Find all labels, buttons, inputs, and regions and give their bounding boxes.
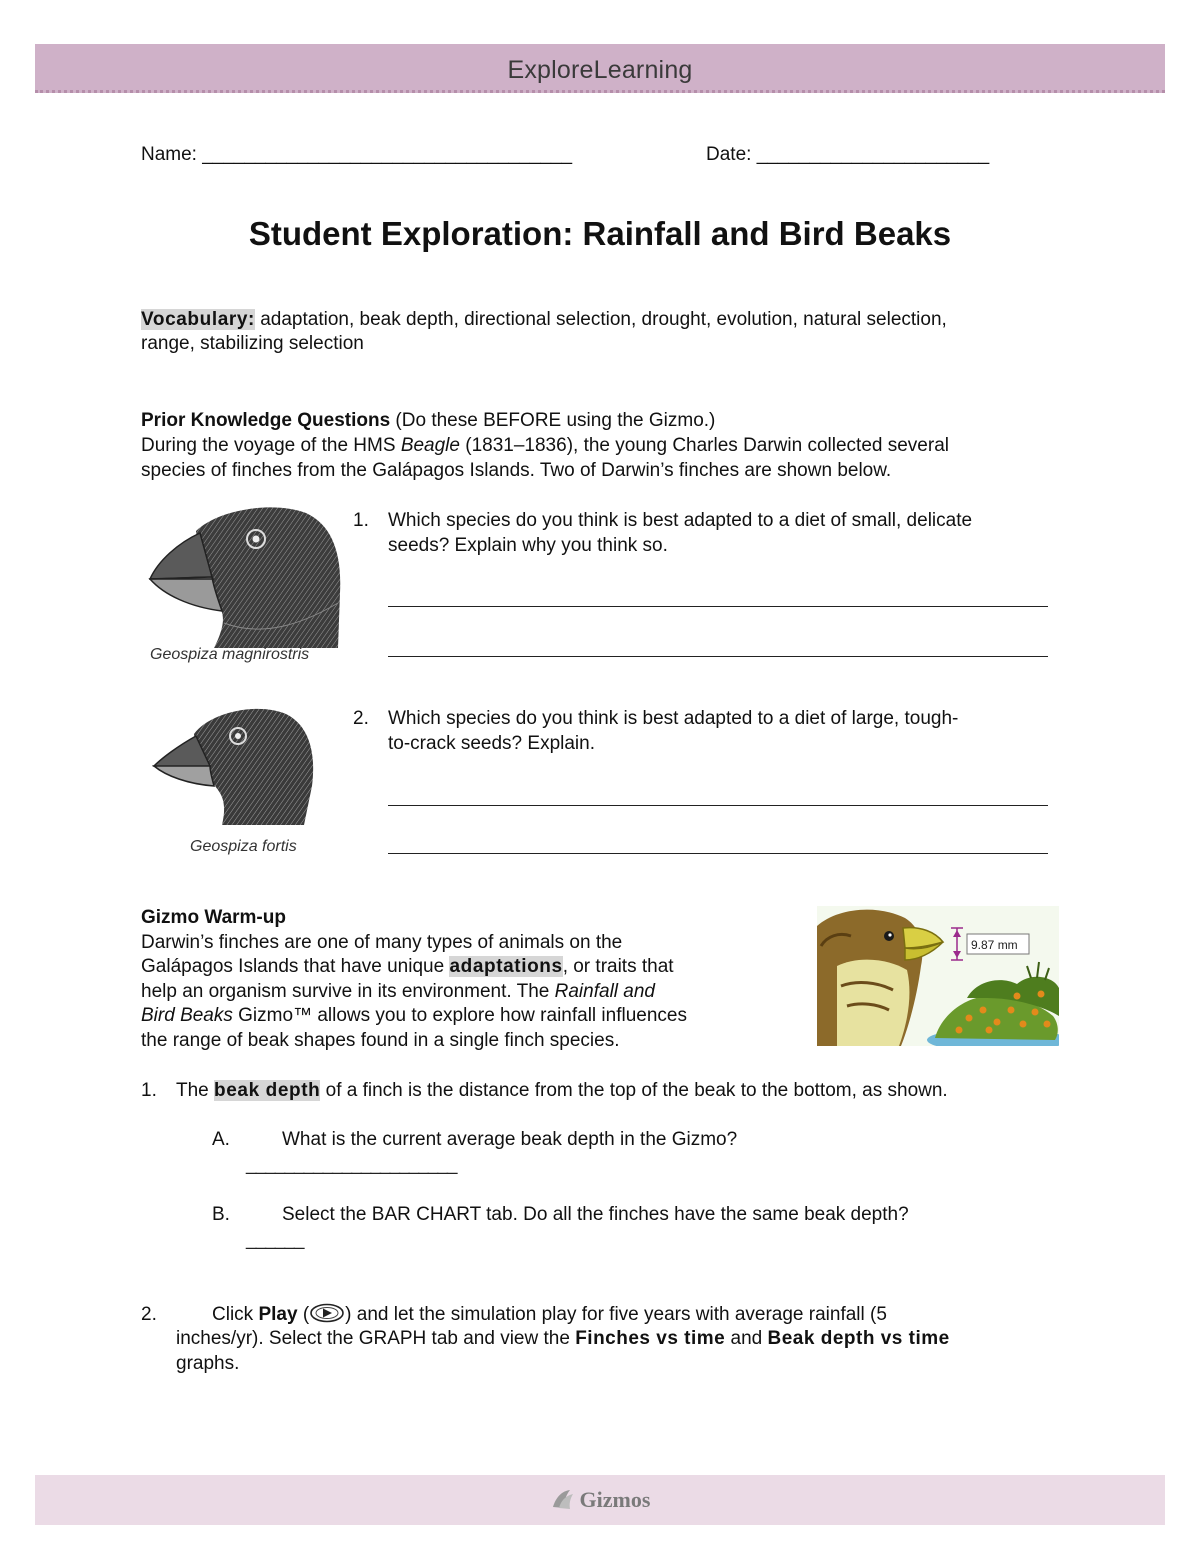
vocabulary-terms: adaptation, beak depth, directional selection, drought, evolution, natural selection, <box>254 309 947 330</box>
finch-magnirostris-illustration <box>144 503 344 648</box>
play-label: Play <box>258 1304 298 1325</box>
question-text: Click <box>212 1304 259 1325</box>
intro-text: During the voyage of the HMS <box>141 435 401 456</box>
question-text: and let the simulation play for five years with average rainfall (5 <box>351 1304 887 1325</box>
gizmos-logo-text: Gizmos <box>579 1487 651 1512</box>
explorelearning-logo: ExploreLearning <box>507 56 693 84</box>
prior-q2-answer-line-1[interactable] <box>388 805 1048 806</box>
intro-text: (1831–1836), the young Charles Darwin collected several <box>459 435 949 456</box>
warmup-paragraph-line-2 <box>141 954 674 979</box>
warmup-qB-text: Select the BAR CHART tab. Do all the finches have the same beak depth? <box>282 1204 909 1225</box>
question-text: The <box>176 1080 215 1101</box>
finch-1-caption: Geospiza magnirostris <box>150 646 310 663</box>
name-field-label: Name: ___________________________________ <box>141 144 573 165</box>
page-title: Student Exploration: Rainfall and Bird Beaks <box>248 215 952 252</box>
warmup-qB-letter: B. <box>212 1204 230 1225</box>
vocabulary-label: Vocabulary: <box>141 309 255 330</box>
paren-close: ) <box>345 1304 352 1325</box>
prior-knowledge-intro-line-1 <box>141 433 949 458</box>
gizmo-name: Bird Beaks <box>141 1005 233 1026</box>
paragraph-text: Gizmo™ allows you to explore how rainfall influences <box>232 1005 687 1026</box>
warmup-q1-number: 1. <box>141 1080 157 1101</box>
prior-knowledge-intro-line-2: species of finches from the Galápagos Islands. Two of Darwin’s finches are shown below. <box>141 460 892 481</box>
play-icon <box>309 1303 345 1323</box>
beak-depth-readout: 9.87 mm <box>971 938 1018 952</box>
header-band <box>35 44 1165 93</box>
prior-q1-answer-line-2[interactable] <box>388 656 1048 657</box>
prior-q2-text-line-1: Which species do you think is best adapted to a diet of large, tough- <box>388 708 959 729</box>
warmup-paragraph-line-4 <box>141 1003 687 1028</box>
graph-name-beak-depth: Beak depth vs time <box>767 1328 950 1349</box>
prior-q2-text-line-2: to-crack seeds? Explain. <box>388 733 595 754</box>
paragraph-text: , or traits that <box>562 956 674 977</box>
graph-name-finches: Finches vs time <box>575 1328 726 1349</box>
vocabulary-line-2: range, stabilizing selection <box>141 333 364 354</box>
warmup-heading: Gizmo Warm-up <box>141 907 286 928</box>
warmup-qA-text: What is the current average beak depth in the Gizmo? <box>282 1129 738 1150</box>
prior-q1-text-line-1: Which species do you think is best adapted to a diet of small, delicate <box>388 510 973 531</box>
warmup-q2-line-3: graphs. <box>176 1353 240 1374</box>
question-text: and <box>725 1328 768 1349</box>
gizmo-name: Rainfall and <box>554 981 655 1002</box>
finch-fortis-illustration <box>148 700 318 830</box>
question-text: of a finch is the distance from the top of the beak to the bottom, as shown. <box>320 1080 948 1101</box>
gizmos-logo-icon <box>550 1487 576 1511</box>
prior-q1-text-line-2: seeds? Explain why you think so. <box>388 535 668 556</box>
paragraph-text: Galápagos Islands that have unique <box>141 956 450 977</box>
gizmo-finch-screenshot <box>817 906 1059 1046</box>
footer-band <box>35 1475 1165 1525</box>
gizmos-logo <box>35 1487 1165 1513</box>
warmup-q1-text <box>176 1078 948 1103</box>
ship-name: Beagle <box>400 435 460 456</box>
warmup-qA-answer-blank[interactable]: ______________________ <box>246 1154 457 1175</box>
warmup-q2-line-2 <box>176 1326 950 1351</box>
prior-knowledge-heading: Prior Knowledge Questions <box>141 410 391 431</box>
prior-q1-number: 1. <box>353 510 369 531</box>
prior-knowledge-heading-line <box>141 408 715 433</box>
warmup-q2-line-1 <box>212 1302 887 1327</box>
finch-2-caption: Geospiza fortis <box>190 838 297 855</box>
question-text: inches/yr). Select the GRAPH tab and view the <box>176 1328 576 1349</box>
prior-knowledge-note: (Do these BEFORE using the Gizmo.) <box>390 410 716 431</box>
prior-q2-answer-line-2[interactable] <box>388 853 1048 854</box>
warmup-q2-number: 2. <box>141 1304 157 1325</box>
vocabulary-line-1 <box>141 307 947 332</box>
warmup-qA-letter: A. <box>212 1129 230 1150</box>
date-field-label: Date: ______________________ <box>706 144 990 165</box>
paren-open: ( <box>297 1304 310 1325</box>
warmup-paragraph-line-5: the range of beak shapes found in a single finch species. <box>141 1030 620 1051</box>
prior-q2-number: 2. <box>353 708 369 729</box>
term-beak-depth: beak depth <box>214 1080 321 1101</box>
warmup-paragraph-line-3 <box>141 979 655 1004</box>
paragraph-text: help an organism survive in its environment. The <box>141 981 555 1002</box>
term-adaptations: adaptations <box>449 956 563 977</box>
prior-q1-answer-line-1[interactable] <box>388 606 1048 607</box>
warmup-qB-answer-blank[interactable]: ______ <box>246 1229 304 1250</box>
warmup-paragraph-line-1: Darwin’s finches are one of many types of animals on the <box>141 932 623 953</box>
